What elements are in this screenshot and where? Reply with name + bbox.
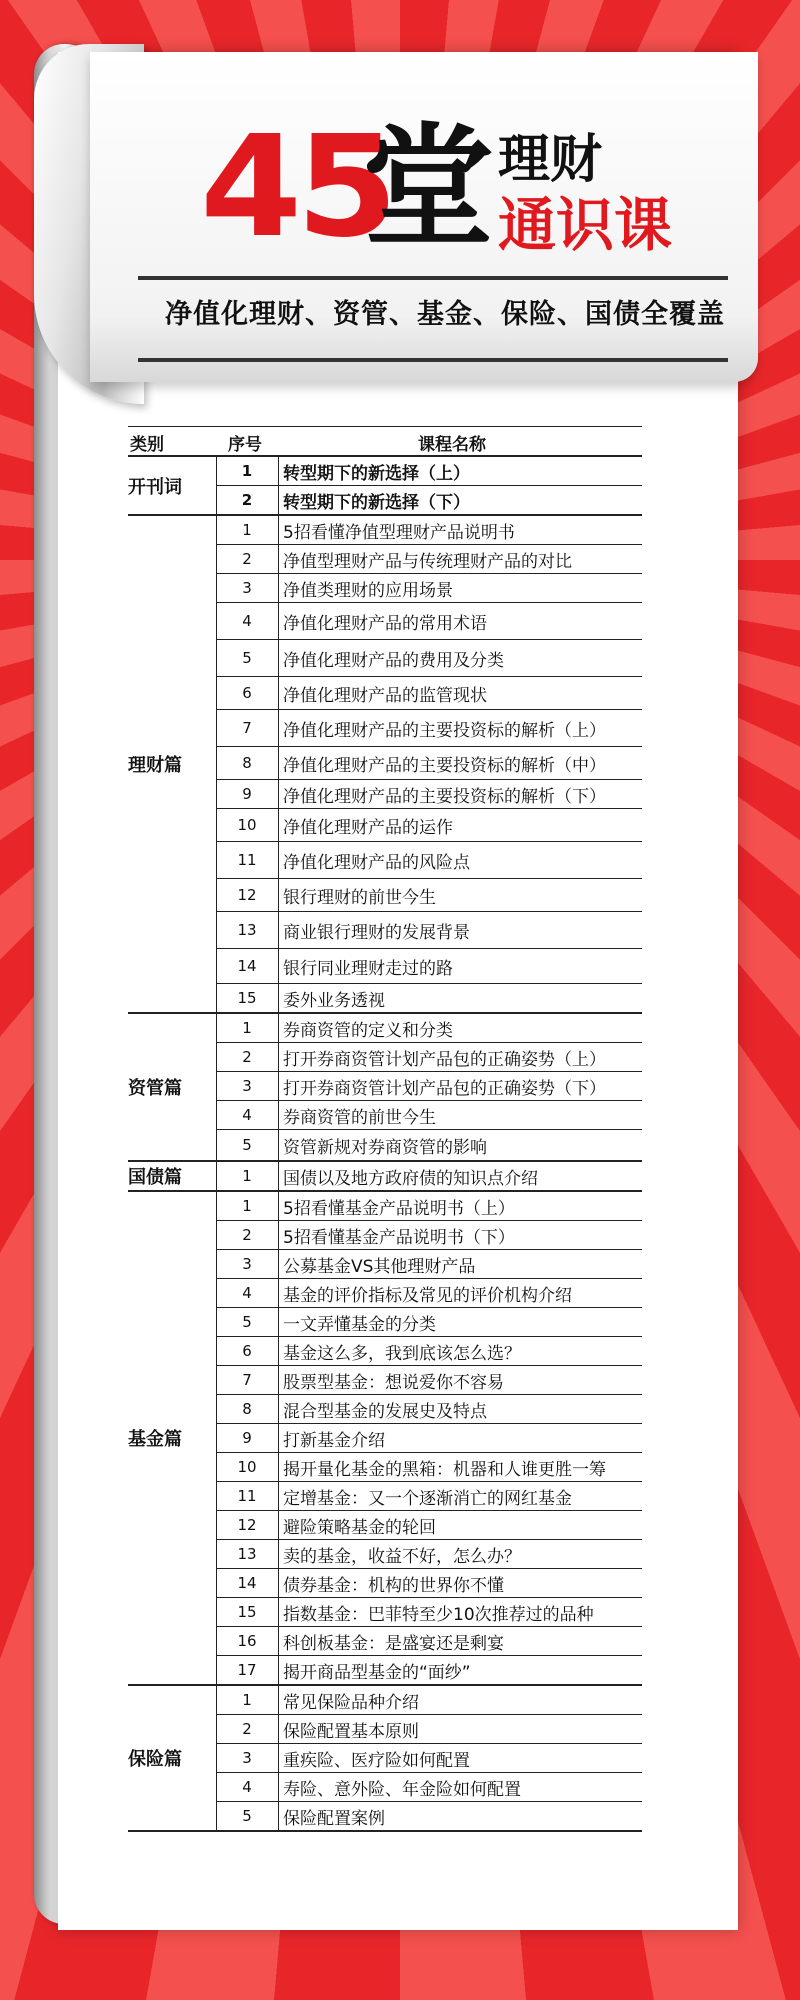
header-number: 序号 [228,435,262,455]
row-number: 12 [216,1511,279,1539]
row-number: 5 [216,1308,279,1336]
section-category: 理财篇 [128,516,217,1012]
table-row [216,1072,642,1101]
row-number: 2 [216,1043,279,1071]
row-number: 3 [216,1250,279,1278]
row-course-name: 净值类理财的应用场景 [283,580,453,601]
row-course-name: 揭开商品型基金的“面纱” [283,1662,471,1683]
row-number: 2 [216,486,279,514]
row-number: 6 [216,1337,279,1365]
section-category: 保险篇 [128,1686,217,1830]
row-course-name: 5招看懂基金产品说明书（上） [283,1198,515,1219]
row-course-name: 券商资管的前世今生 [283,1107,436,1128]
table-row [216,809,642,842]
row-course-name: 避险策略基金的轮回 [283,1517,436,1538]
row-number: 1 [216,1014,279,1042]
table-body [128,457,642,1832]
row-course-name: 银行同业理财走过的路 [283,958,453,979]
row-course-name: 国债以及地方政府债的知识点介绍 [283,1168,538,1189]
section-category: 资管篇 [128,1014,217,1160]
table-row [216,747,642,780]
table-row [216,879,642,912]
row-course-name: 资管新规对券商资管的影响 [283,1137,487,1158]
row-number: 2 [216,1715,279,1743]
table-row [216,912,642,949]
course-table [128,426,642,1832]
table-row [216,949,642,984]
row-number: 10 [216,809,279,841]
table-row [216,1192,642,1221]
table-row [216,780,642,809]
row-number: 4 [216,1773,279,1801]
row-number: 7 [216,710,279,746]
row-course-name: 寿险、意外险、年金险如何配置 [283,1779,521,1800]
row-course-name: 重疾险、医疗险如何配置 [283,1750,470,1771]
row-course-name: 保险配置案例 [283,1808,385,1829]
row-number: 3 [216,1072,279,1100]
table-row [216,516,642,545]
table-row [216,1744,642,1773]
row-number: 15 [216,984,279,1012]
table-row [216,1627,642,1656]
table-section [128,1162,642,1192]
row-number: 3 [216,574,279,602]
row-course-name: 股票型基金：想说爱你不容易 [283,1372,504,1393]
row-number: 1 [216,1686,279,1714]
row-number: 1 [216,1192,279,1220]
row-number: 16 [216,1627,279,1655]
table-row [216,1221,642,1250]
table-header [128,426,642,457]
row-number: 9 [216,1424,279,1452]
row-course-name: 债券基金：机构的世界你不懂 [283,1575,504,1596]
table-row [216,545,642,574]
row-course-name: 净值化理财产品的常用术语 [283,613,487,634]
row-number: 10 [216,1453,279,1481]
row-course-name: 净值化理财产品的主要投资标的解析（中） [283,755,606,776]
row-number: 11 [216,1482,279,1510]
row-course-name: 一文弄懂基金的分类 [283,1314,436,1335]
table-row [216,1686,642,1715]
row-number: 5 [216,1130,279,1160]
row-number: 4 [216,603,279,639]
table-row [216,1511,642,1540]
row-course-name: 打新基金介绍 [283,1430,385,1451]
row-course-name: 定增基金：又一个逐渐消亡的网红基金 [283,1488,572,1509]
title-tang: 堂 [362,111,494,265]
row-number: 4 [216,1279,279,1307]
table-row [216,1569,642,1598]
row-course-name: 净值型理财产品与传统理财产品的对比 [283,551,572,572]
row-number: 3 [216,1744,279,1772]
row-course-name: 打开券商资管计划产品包的正确姿势（下） [283,1078,606,1099]
table-row [216,1043,642,1072]
row-course-name: 净值化理财产品的风险点 [283,852,470,873]
table-row [216,457,642,486]
table-row [216,1366,642,1395]
table-row [216,710,642,747]
row-course-name: 商业银行理财的发展背景 [283,922,470,943]
table-row [216,1715,642,1744]
table-row [216,1162,642,1190]
table-row [216,486,642,514]
page-title [200,106,720,269]
row-course-name: 净值化理财产品的主要投资标的解析（上） [283,720,606,741]
row-course-name: 揭开量化基金的黑箱：机器和人谁更胜一筹 [283,1459,606,1480]
row-number: 17 [216,1656,279,1684]
row-number: 7 [216,1366,279,1394]
table-row [216,640,642,677]
row-course-name: 转型期下的新选择（下） [283,492,470,513]
row-course-name: 常见保险品种介绍 [283,1692,419,1713]
table-row [216,1395,642,1424]
title-rule-top [138,276,728,280]
table-section [128,1014,642,1162]
row-number: 12 [216,879,279,911]
row-number: 2 [216,1221,279,1249]
row-number: 1 [216,1162,279,1190]
row-number: 8 [216,747,279,779]
row-course-name: 券商资管的定义和分类 [283,1020,453,1041]
row-number: 9 [216,780,279,808]
table-section [128,516,642,1014]
row-number: 1 [216,457,279,485]
table-row [216,1598,642,1627]
table-row [216,1482,642,1511]
table-section [128,1192,642,1686]
row-course-name: 净值化理财产品的主要投资标的解析（下） [283,786,606,807]
row-number: 5 [216,1802,279,1830]
table-row [216,1802,642,1830]
table-row [216,1424,642,1453]
table-section [128,457,642,516]
row-course-name: 指数基金：巴菲特至少10次推荐过的品种 [283,1604,594,1625]
row-course-name: 混合型基金的发展史及特点 [283,1401,487,1422]
table-row [216,1773,642,1802]
row-number: 4 [216,1101,279,1129]
table-row [216,677,642,710]
row-course-name: 5招看懂净值型理财产品说明书 [283,522,515,543]
subtitle: 净值化理财、资管、基金、保险、国债全覆盖 [165,299,725,330]
row-number: 15 [216,1598,279,1626]
section-category: 国债篇 [128,1162,217,1190]
section-category: 开刊词 [128,457,217,514]
table-row [216,574,642,603]
row-course-name: 科创板基金：是盛宴还是剩宴 [283,1633,504,1654]
row-course-name: 打开券商资管计划产品包的正确姿势（上） [283,1049,606,1070]
table-row [216,1014,642,1043]
table-row [216,1453,642,1482]
table-row [216,1308,642,1337]
table-row [216,984,642,1012]
row-number: 14 [216,949,279,983]
table-row [216,1250,642,1279]
row-number: 14 [216,1569,279,1597]
header-course-name: 课程名称 [418,435,486,455]
title-rule-bottom [138,358,728,362]
row-course-name: 净值化理财产品的监管现状 [283,685,487,706]
title-number: 45 [200,106,392,269]
row-course-name: 净值化理财产品的运作 [283,817,453,838]
header-category: 类别 [130,435,164,455]
row-number: 6 [216,677,279,709]
row-course-name: 委外业务透视 [283,990,385,1011]
title-licai: 理财 [498,130,603,190]
table-row [216,1540,642,1569]
table-row [216,1130,642,1160]
table-row [216,1337,642,1366]
table-row [216,1656,642,1684]
title-tongshi: 通识课 [498,191,673,259]
section-category: 基金篇 [128,1192,217,1684]
row-number: 5 [216,640,279,676]
row-course-name: 转型期下的新选择（上） [283,463,470,484]
row-course-name: 净值化理财产品的费用及分类 [283,650,504,671]
row-course-name: 保险配置基本原则 [283,1721,419,1742]
table-section [128,1686,642,1832]
row-number: 13 [216,912,279,948]
row-course-name: 银行理财的前世今生 [283,887,436,908]
row-course-name: 基金的评价指标及常见的评价机构介绍 [283,1285,572,1306]
row-number: 1 [216,516,279,544]
row-number: 13 [216,1540,279,1568]
row-number: 8 [216,1395,279,1423]
row-course-name: 公募基金VS其他理财产品 [283,1256,476,1277]
row-course-name: 5招看懂基金产品说明书（下） [283,1227,515,1248]
row-number: 2 [216,545,279,573]
row-course-name: 卖的基金，收益不好，怎么办？ [283,1546,521,1567]
row-course-name: 基金这么多，我到底该怎么选？ [283,1343,521,1364]
row-number: 11 [216,842,279,878]
table-row [216,1101,642,1130]
table-row [216,842,642,879]
table-row [216,603,642,640]
table-row [216,1279,642,1308]
